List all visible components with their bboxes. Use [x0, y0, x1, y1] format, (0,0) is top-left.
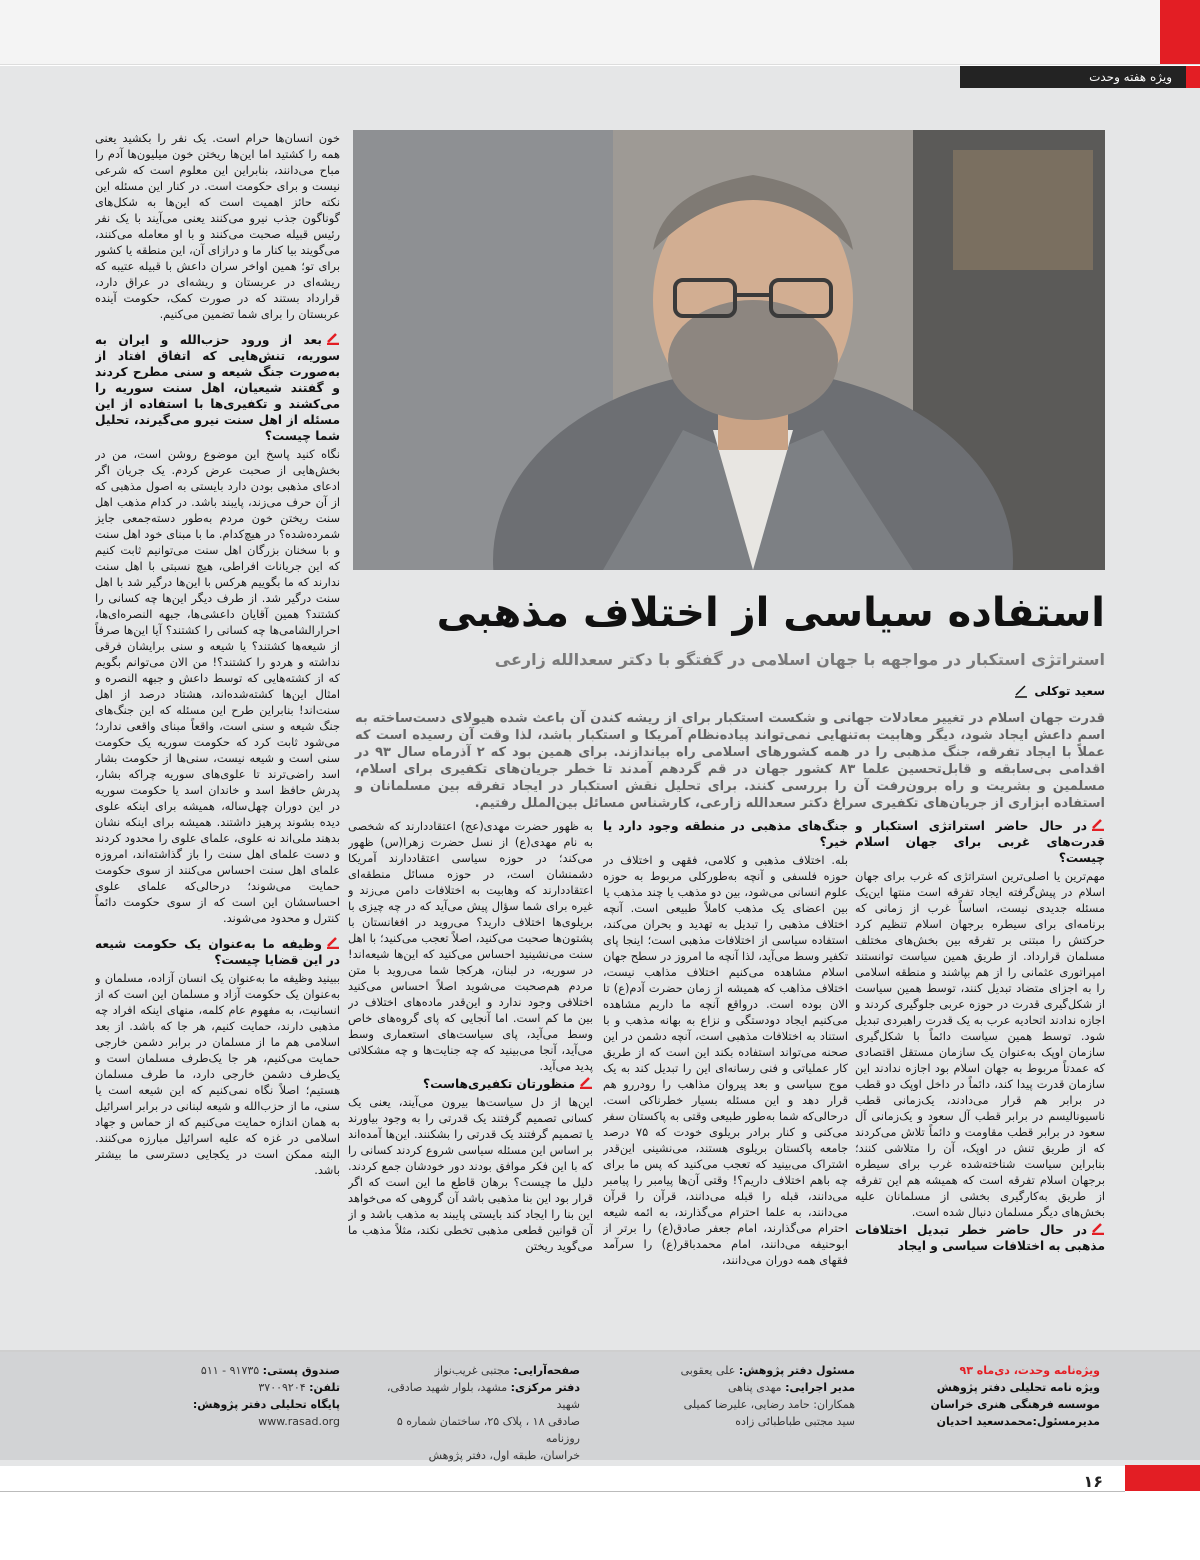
answer-paragraph: ببینید وظیفه ما به‌عنوان یک انسان آزاده، مسلمان و به‌عنوان یک حکومت آزاد و مسلمان این است که از انسانیت، به مفهوم عام کلمه، منهای اینکه افراد چه مذهبی دارند، حمایت کنیم، هر جا که باشد. از بعد اسلامی هم ما از مسلمان در برابر دشمن خارجی حمایت می‌کنیم، هر جا یک‌طرف مسلمان است و یک‌طرف دشمن خارجی دارد، ما طرف مسلمان هستیم؛ اصلاً نگاه نمی‌کنیم که این شیعه است یا سنی، ما از حزب‌الله و شیعه لبنانی در برابر اسرائیل به همان اندازه حمایت می‌کنیم که از حماس و جهاد اسلامی در غزه که علیه اسرائیل مبارزه می‌کنند. البته ممکن است در یکجایی دسترسی ما بیشتر باشد.	[95, 971, 340, 1177]
column-right	[855, 818, 1105, 1338]
top-margin	[0, 0, 1200, 65]
red-pen-arrow-icon	[326, 937, 340, 949]
page-number: ۱۶	[1083, 1472, 1103, 1491]
answer-paragraph: نگاه کنید پاسخ این موضوع روشن است، من در بخش‌هایی از صحبت عرض کردم. یک جریان اگر ادعای مذهبی بودن دارد بایستی به اصول مذهبی که از آن حرف می‌زند، پایبند باشد. در کدام مذهب اهل سنت ریختن خون مردم به‌طور دسته‌جمعی جایز شمرده‌شده؟ در هیچ‌کدام. ما با مبنای خود اهل سنت و با سخنان بزرگان اهل سنت می‌توانیم ثابت کنیم که این جریانات افراطی، هیچ نسبتی با اهل سنت ندارند که ما بگوییم هرکس با این‌ها درگیر شد با اهل سنت درگیر شد. از طرف دیگر این‌ها چه کسانی را کشتند؟ همین آقایان داعشی‌ها، جبهه النصره‌ای‌ها، احرارالشامی‌ها چه کسانی را کشتند؟ آیا این‌ها صرفاً از شیعه‌ها کشتند؟ یا شیعه و سنی برایشان فرقی نداشته و هردو را کشتند؟! من الان می‌توانم بگویم که از کشته‌هایی که توسط داعش و جبهه النصره و امثال این‌ها کشته‌شده‌اند، هشتاد درصد از اهل سنت‌اند! بنابراین طرح این مسئله که این جنگ‌های جنگ شیعه و سنی است، واقعاً مبنای واقعی ندارد؛ می‌شود ثابت کرد که حکومت سوریه یک حکومت سنی است و شیعه نیست، سنی‌ها از حکومت بشار اسد راضی‌ترند تا علوی‌های سوریه چراکه بشار، پدرش حافظ اسد و خاندان اسد یا حکومت سوریه در این دوران چهل‌ساله، همیشه برای اینکه علوی دیده بشوند پرهیز داشتند. همیشه برای اینکه نشان بدهند ملی‌اند نه علوی، علمای علوی را محدود کردند و دست علمای اهل سنت را باز گذاشته‌اند، امروزه علمای اهل سنت احساس می‌کنند از سوی حکومت حمایت می‌شوند؛ درحالی‌که علمای علوی احساسشان این است که از سوی حکومت دائماً کنترل و محدود می‌شوند.	[95, 447, 340, 925]
staff-line: همکاران: حامد رضایی، علیرضا کمیلی	[683, 1398, 855, 1411]
question-text: وظیفه ما به‌عنوان یک حکومت شیعه در این قضایا چیست؟	[95, 937, 340, 967]
contact-label: تلفن:	[309, 1381, 340, 1394]
contact-value: ۳۷۰۰۹۲۰۴	[258, 1381, 306, 1394]
publisher-line: موسسه فرهنگی هنری خراسان	[930, 1398, 1100, 1411]
masthead-staff	[655, 1362, 855, 1430]
question-heading	[348, 1076, 593, 1092]
question-heading	[95, 332, 340, 444]
question-text: جنگ‌های مذهبی در منطقه وجود دارد یا خیر؟	[603, 819, 848, 849]
red-pen-arrow-icon	[1091, 819, 1105, 831]
director-line: مدیرمسئول:محمدسعید احدیان	[936, 1415, 1100, 1428]
question-text: منظورتان تکفیری‌هاست؟	[423, 1077, 575, 1091]
contact-label: صندوق پستی:	[262, 1364, 340, 1377]
office-value: مشهد، بلوار شهید صادقی، شهید	[386, 1381, 580, 1411]
question-heading	[855, 818, 1105, 866]
red-pen-arrow-icon	[579, 1077, 593, 1089]
office-line: صادقی ۱۸ ، پلاک ۲۵، ساختمان شماره ۵ روزنامه	[396, 1415, 580, 1445]
masthead-office	[360, 1362, 580, 1464]
question-text: در حال حاضر خطر تبدیل اختلافات مذهبی به اختلافات سیاسی و ایجاد	[855, 1223, 1105, 1253]
answer-paragraph: مهم‌ترین یا اصلی‌ترین استراتژی که غرب برای جهان اسلام در پیش‌گرفته ایجاد تفرقه است منتها این‌یک مسئله جدیدی نیست، اساساً غرب از زمانی که برنامه‌ای برای سیطره برجهان اسلام تنظیم کرد حرکتش را مبتنی بر تفرقه بین بخش‌های مختلف مسلمان قرارداد. از طریق همین سیاست توانستند امپراتوری عثمانی را از هم بپاشند و منطقه اسلامی را به اجزای متضاد تبدیل کنند، توسط همین سیاست از شکل‌گیری قدرت در حوزه عربی جلوگیری کردند و اجازه ندادند اتحادیه عرب به یک قدرت راهبردی تبدیل شود. توسط همین سیاست دائماً با شکل‌گیری سازمان اوپک به‌عنوان یک سازمان مستقل اقتصادی که عمدتاً مربوط به جهان اسلام بود اجازه ندادند این سازمان قدرت پیدا کند، دائماً در داخل اوپک دو قطب در برابر هم قرار می‌دادند، یک‌زمانی قطب ناسیونالیسم در برابر قطب آل سعود و یک‌زمانی آل سعود در برابر قطب مقاومت و دائماً تلاش می‌کردند که از طریق تنش در اوپک، آن را متلاشی کنند؛ بنابراین سیاست شناخته‌شده غرب برای سیطره برجهان اسلام تفرقه است که همیشه هم این تفرقه از طریق به‌کارگیری بخشی از مسلمانان علیه بخش‌های دیگر مسلمان دنبال شده است.	[855, 869, 1105, 1219]
staff-value: مهدی پناهی	[728, 1381, 782, 1394]
contact-label: پایگاه تحلیلی دفتر پژوهش:	[192, 1398, 340, 1411]
red-pen-arrow-icon	[1091, 1223, 1105, 1235]
staff-label: مسئول دفتر پژوهش:	[738, 1364, 855, 1377]
question-heading	[95, 936, 340, 968]
article-subtitle: استراتژی استکبار در مواجهه با جهان اسلامی در گفتگو با دکتر سعدالله زارعی	[494, 650, 1105, 669]
section-tag: ویژه هفته وحدت	[960, 66, 1200, 88]
publication-line: ویژه نامه تحلیلی دفتر پژوهش	[936, 1381, 1100, 1394]
staff-line: سید مجتبی طباطبائی زاده	[735, 1415, 855, 1428]
top-accent-bar	[1160, 0, 1200, 64]
column-far-left	[95, 130, 340, 1340]
portrait-illustration	[353, 130, 1105, 570]
issue-line: ویژه‌نامه وحدت، دی‌ماه ۹۳	[959, 1364, 1100, 1377]
page-number-accent	[1125, 1465, 1200, 1491]
question-text: بعد از ورود حزب‌الله و ایران به سوریه، تنش‌هایی که اتفاق افتاد از به‌صورت جنگ شیعه و سنی مطرح کردند و گفتند شیعیان، اهل سنت سوریه را می‌کشند و تکفیری‌ها با استفاده از این مسئله از اهل سنت نیرو می‌گیرند، تحلیل شما چیست؟	[95, 333, 340, 443]
author-name: سعید توکلی	[1034, 684, 1105, 698]
pen-icon	[1014, 684, 1028, 698]
contact-value: ۹۱۷۳۵ - ۵۱۱	[200, 1364, 260, 1377]
masthead-footer	[0, 1350, 1200, 1460]
article-title: استفاده سیاسی از اختلاف مذهبی	[436, 590, 1105, 636]
article-lead: قدرت جهان اسلام در تغییر معادلات جهانی و شکست استکبار برای از ریشه کندن آن باعث شده هیولای دست‌ساخته به اسم داعش ایجاد شود، دیگر وهابیت به‌تنهایی نمی‌تواند پیاده‌نظام آمریکا و استکبار باشد، لذا وقت آن رسیده است که عملاً با ایجاد تفرقه، جنگ مذهبی را در همه کشورهای اسلامی راه بیاندازند. برای همین بود که ۲ آذرماه سال ۹۳ در اقدامی بی‌سابقه و قابل‌تحسین علما ۸۳ کشور جهان در قم گردهم آمدند تا خطر جریان‌های تکفیری برای اسلام، مسلمین و بشریت و راه برون‌رفت آن را بررسی کنند. برای تحلیل نقش استکبار در ایجاد تفرقه بین مسلمانان و استفاده ابزاری از جریان‌های تکفیری سراغ دکتر سعدالله زارعی، کارشناس مسائل بین‌الملل رفتیم.	[355, 711, 1105, 811]
website-link[interactable]: www.rasad.org	[258, 1415, 340, 1428]
masthead-contact	[110, 1362, 340, 1430]
office-value: مجتبی غریب‌نواز	[434, 1364, 510, 1377]
answer-paragraph: این‌ها از دل سیاست‌ها بیرون می‌آیند، یعنی یک کسانی تصمیم گرفتند یک قدرتی را به وجود بیاورند یا تصمیم گرفتند یک قدرتی را بشکنند. این‌ها آمده‌اند بر اساس این مسئله سیاسی شروع کردند کسانی را که با این فکر موافق بودند دور خودشان جمع کردند. دلیل ما چیست؟ برهان قاطع ما این است که اگر قرار بود این بنا مذهبی باشد آن گروهی که می‌خواهد این بنا را ایجاد کند بایستی پایبند به مذهب باشد و از آن قوانین قطعی مذهبی تخطی نکند، مثلاً مذهب ما می‌گوید ریختن	[348, 1095, 593, 1253]
office-label: صفحه‌آرایی:	[513, 1364, 580, 1377]
column-left	[348, 818, 593, 1338]
question-text: در حال حاضر استراتژی استکبار و قدرت‌های غربی برای جهان اسلام چیست؟	[855, 819, 1105, 865]
masthead-publication	[910, 1362, 1100, 1430]
question-heading	[603, 818, 848, 850]
answer-paragraph: بله. اختلاف مذهبی و کلامی، فقهی و اختلاف در حوزه فلسفی و آنچه به‌طورکلی مربوط به حوزه علوم انسانی می‌شود، بین دو مذهب یا چند مذهب یا بین اعضای یک مذهب کاملاً طبیعی است. آنچه اختلاف مذهبی را تبدیل به تهدید و بحران می‌کند، استفاده سیاسی از اختلافات مذهبی است؛ اینجا پای تکفیر وسط می‌آید، لذا آنچه ما امروز در سطح جهان اسلام مشاهده می‌کنیم اختلاف مذاهب نیست، اختلاف مذاهب که همیشه از زمان حضرت آدم(ع) تا الان بوده است. درواقع آنچه ما داریم مشاهده می‌کنیم ایجاد دودستگی و نزاع به بهانه مذهب و با استناد به اختلافات مذهبی است، آنچه دشمن در این صحنه می‌تواند استفاده بکند این است که از طریق کار عملیاتی و فنی رسانه‌ای این را تبدیل کند به یک موج سیاسی و بعد پیروان مذاهب را رودررو هم قرار دهد و این مسئله بسیار خطرناکی است. درحالی‌که شما به‌طور طبیعی وقتی به پاکستان سفر می‌کنی و کنار برادر بریلوی خودت که ۷۵ درصد جامعه پاکستان بریلوی هستند، می‌نشینی این‌قدر اشتراک می‌بینید که تعجب می‌کنید که پس ما برای چه باهم اختلاف داریم؟! وقتی آن‌ها پیامبر را پیامبر می‌دانند، قبله را قبله می‌دانند، قرآن را قرآن می‌دانند، به علما احترام می‌گذارند، به ائمه شیعه احترام می‌گذارند، امام جعفر صادق(ع) را برتر از ابوحنیفه می‌دانند، امام محمدباقر(ع) را سرآمد فقهای همه دوران می‌دانند،	[603, 853, 848, 1267]
office-label: دفتر مرکزی:	[510, 1381, 580, 1394]
section-tag-accent	[1186, 66, 1200, 88]
office-line: خراسان، طبقه اول، دفتر پژوهش	[428, 1449, 580, 1462]
column-middle	[603, 818, 848, 1338]
bottom-rule	[0, 1491, 1125, 1492]
answer-paragraph: خون انسان‌ها حرام است. یک نفر را بکشید یعنی همه را کشتید اما این‌ها ریختن خون میلیون‌ها آدم را مباح می‌دانند، بنابراین این معلوم است که شرعی نیست و برای حکومت است. در کنار این مسئله این نکته حائز اهمیت است که این‌ها به شکل‌های گوناگون جذب نیرو می‌کنند یعنی می‌آیند با یک نفر رئیس قبیله صحبت می‌کنند و با او معامله می‌کنند، می‌گویند بیا کنار ما و درازای آن، این منطقه یا کشور برای تو؛ همین اواخر سران داعش با قبیله عتیبه که ریشه‌ای در عربستان و ریشه‌ای در عراق دارد، قرارداد بستند که در صورت کمک، حکومت آینده عربستان را برای شما تضمین می‌کنیم.	[95, 131, 340, 321]
red-pen-arrow-icon	[326, 333, 340, 345]
question-heading	[855, 1222, 1105, 1254]
author-byline	[1014, 684, 1105, 698]
answer-paragraph: به ظهور حضرت مهدی(عج) اعتقاددارند که شخصی به نام مهدی(ع) از نسل حضرت زهرا(س) ظهور می‌کند؛ در حوزه سیاسی اعتقاددارند آمریکا دشمنشان است، در حوزه مسائل منطقه‌ای اعتقاددارند که وهابیت به اختلافات دامن می‌زند و غیره برای شما سؤال پیش می‌آید که در چه چیزی با بریلوی‌ها اختلاف دارید؟ می‌روید در افغانستان با پشتون‌ها صحبت می‌کنید، اصلاً تعجب می‌کنید؛ با اهل سنت می‌نشینید احساس می‌کنید که این‌ها شیعه‌اند! در سوریه، در لبنان، هرکجا شما می‌روید با متن مردم هم‌صحبت می‌شوید اصلاً احساس می‌کنید اختلافی وجود ندارد و این‌قدر ماده‌های اختلاف در بین ما کم است. اما آنجایی که پای گروه‌های خاص وسط می‌آید، پای سیاست‌های استعماری وسط می‌آید، آنجا می‌بینید که چه جنایت‌ها و چه مشکلاتی پدید می‌آید.	[348, 819, 593, 1073]
staff-label: مدیر اجرایی:	[785, 1381, 855, 1394]
interviewee-photo	[353, 130, 1105, 570]
staff-value: علی یعقوبی	[680, 1364, 736, 1377]
